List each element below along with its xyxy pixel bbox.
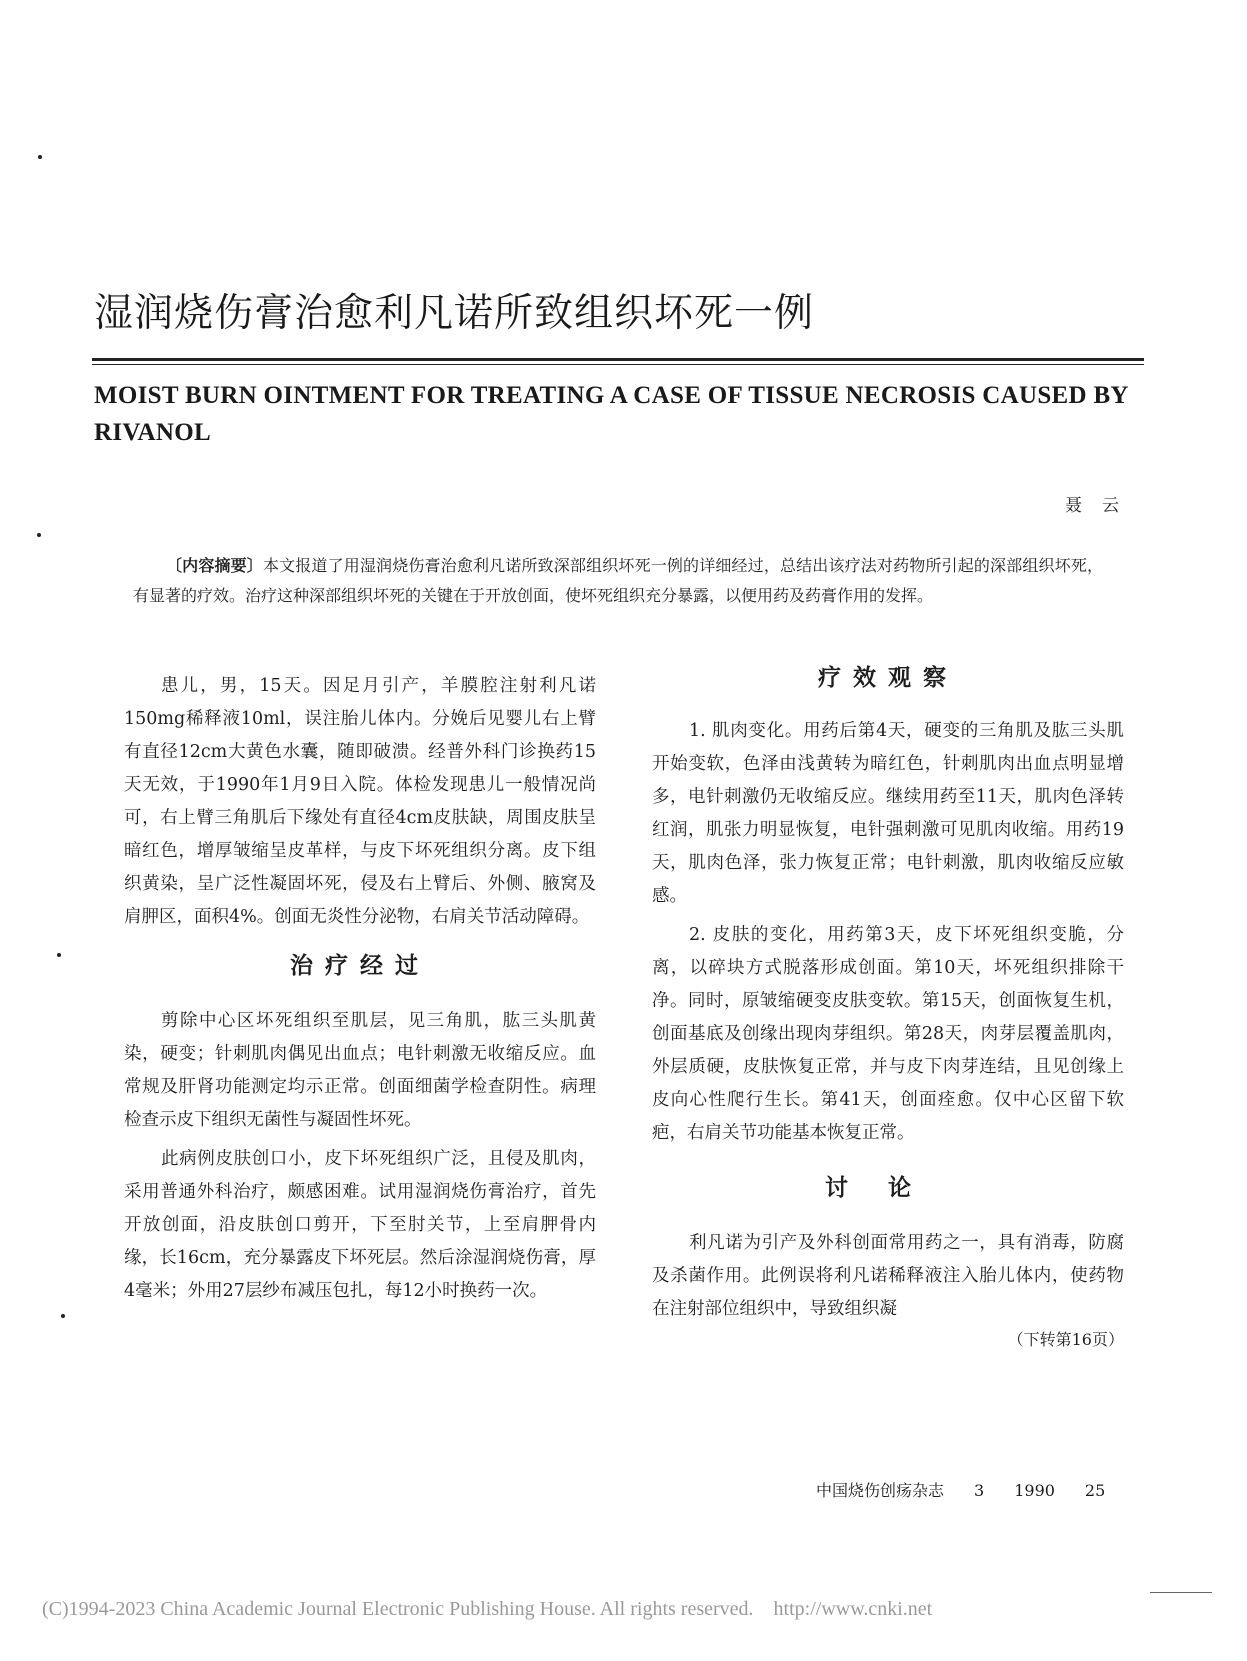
abstract-label: 〔内容摘要〕 [166,556,263,575]
observation-paragraph-muscle: 1. 肌肉变化。用药后第4天，硬变的三角肌及肱三头肌开始变软，色泽由浅黄转为暗红色，针刺肌肉出血点明显增多，电针刺激仍无收缩反应。继续用药至11天，肌肉色泽转红润，肌张力明显恢复，电针强刺激可见肌肉收缩。用药19天，肌肉色泽，张力恢复正常；电针刺激，肌肉收缩反应敏感。 [652,721,1124,906]
section-heading-treatment: 治疗经过 [290,953,430,979]
section-heading-observation: 疗效观察 [818,665,958,691]
journal-name: 中国烧伤创疡杂志 [816,1481,945,1500]
issue-number: 3 [974,1481,985,1500]
copyright-url: http://www.cnki.net [773,1598,933,1620]
page-number: 25 [1084,1481,1106,1500]
corner-rule [1150,1592,1212,1593]
treatment-paragraph-2: 此病例皮肤创口小，皮下坏死组织广泛，且侵及肌肉，采用普通外科治疗，颇感困难。试用湿润烧伤膏治疗，首先开放创面，沿皮肤创口剪开，下至肘关节，上至肩胛骨内缘，长16cm，充分暴露皮下坏死层。然后涂湿润烧伤膏，厚4毫米；外用27层纱布减压包扎，每12小时换药一次。 [124,1149,596,1301]
left-column [124,670,596,1308]
author-name: 聂云 [1065,496,1139,516]
section-heading-discussion: 讨论 [825,1175,951,1201]
copyright-text: (C)1994-2023 China Academic Journal Electronic Publishing House. All rights reserved. [42,1598,754,1620]
scan-speck [61,1314,65,1318]
title-rule-thin [92,364,1144,365]
case-intro-paragraph: 患儿，男，15天。因足月引产，羊膜腔注射利凡诺150mg稀释液10ml，误注胎儿体内。分娩后见婴儿右上臂有直径12cm大黄色水囊，随即破溃。经普外科门诊换药15天无效，于1990年1月9日入院。体检发现患儿一般情况尚可，右上臂三角肌后下缘处有直径4cm皮肤缺，周围皮肤呈暗红色，增厚皱缩呈皮革样，与皮下坏死组织分离。皮下组织黄染，呈广泛性凝固坏死，侵及右上臂后、外侧、腋窝及肩胛区，面积4%。创面无炎性分泌物，右肩关节活动障碍。 [124,676,596,927]
right-column [652,665,1124,1354]
abstract-text: 本文报道了用湿润烧伤膏治愈利凡诺所致深部组织坏死一例的详细经过，总结出该疗法对药物所引起的深部组织坏死，有显著的疗效。治疗这种深部组织坏死的关键在于开放创面，使坏死组织充分暴露，以便用药及药膏作用的发挥。 [133,556,1103,605]
article-title-chinese: 湿润烧伤膏治愈利凡诺所致组织坏死一例 [94,291,815,336]
treatment-paragraph-1: 剪除中心区坏死组织至肌层，见三角肌，肱三头肌黄染，硬变；针刺肌肉偶见出血点；电针刺激无收缩反应。血常规及肝肾功能测定均示正常。创面细菌学检查阴性。病理检查示皮下组织无菌性与凝固性坏死。 [124,1011,596,1130]
abstract [133,551,1103,611]
scan-speck [37,533,41,537]
title-rule-thick [92,358,1144,361]
discussion-paragraph: 利凡诺为引产及外科创面常用药之一，具有消毒，防腐及杀菌作用。此例误将利凡诺稀释液注入胎儿体内，使药物在注射部位组织中，导致组织凝 [652,1233,1124,1319]
continued-note: （下转第16页） [1007,1330,1124,1349]
observation-paragraph-skin: 2. 皮肤的变化，用药第3天，皮下坏死组织变脆，分离，以碎块方式脱落形成创面。第10天，坏死组织排除干净。同时，原皱缩硬变皮肤变软。第15天，创面恢复生机，创面基底及创缘出现肉芽组织。第28天，肉芽层覆盖肌肉，外层质硬，皮肤恢复正常，并与皮下肉芽连结，且见创缘上皮向心性爬行生长。第41天，创面痊愈。仅中心区留下软疤，右肩关节功能基本恢复正常。 [652,925,1124,1143]
article-title-english: MOIST BURN OINTMENT FOR TREATING A CASE OF TISSUE NECROSIS CAUSED BY RIVANOL [94,382,1128,446]
scan-speck [38,155,42,159]
scan-speck [57,953,61,957]
issue-year: 1990 [1014,1481,1055,1500]
copyright-watermark [42,1598,932,1621]
page-footer [816,1478,1105,1501]
